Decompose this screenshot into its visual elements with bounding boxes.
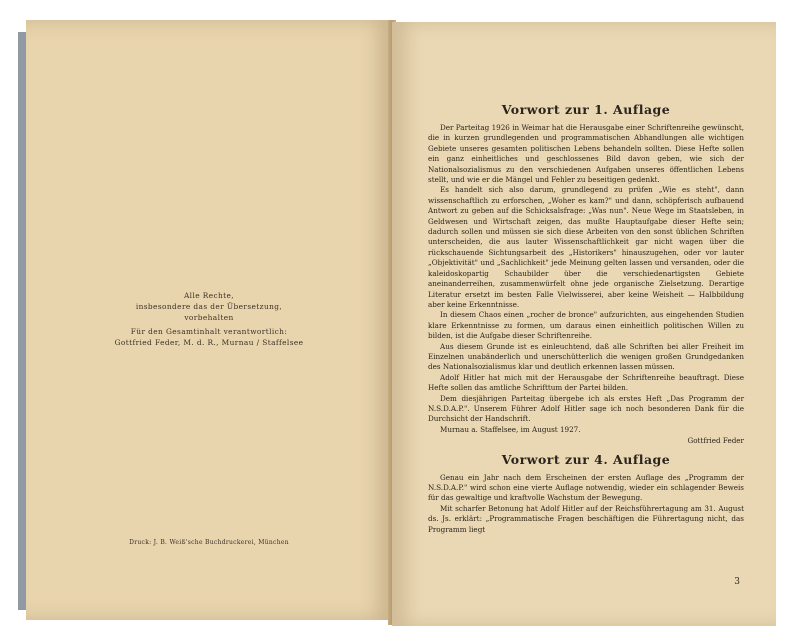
heading-first-edition: Vorwort zur 1. Auflage [501, 102, 671, 117]
paragraph: Der Parteitag 1926 in Weimar hat die Herausgabe einer Schriftenreihe gewünscht, die in kurzen grundlegenden und programmatischen Abhandlungen alle wichtigen Gebiete unseres gesamten politischen Lebens behandeln sollten. Diese Hefte sollen ein ganz einheitliches und geschlossenes Bild davon geben, wie sich der Nationalsozialismus zu den verschiedenen Aufgaben unseres öffentlichen Lebens stellt, und wie er die Mängel und Fehler zu beseitigen gedenkt. [428, 123, 744, 185]
imprint-line: vorbehalten [184, 313, 234, 322]
paragraph: Genau ein Jahr nach dem Erscheinen der ersten Auflage des „Programm der N.S.D.A.P." wird schon eine vierte Auflage notwendig, wieder ein schlagender Beweis für das gewaltige und kraftvolle Wachstum der Bewegung. [428, 472, 744, 503]
imprint-line: Gottfried Feder, M. d. R., Murnau / Staffelsee [114, 338, 304, 347]
paragraph: In diesem Chaos einen „rocher de bronce" aufzurichten, aus eingehenden Studien klare Erkenntnisse zu formen, um daraus einen einheitlich politischen Willen zu bilden, ist die Aufgabe dieser Schriftenreihe. [428, 310, 744, 341]
paragraph: Mit scharfer Betonung hat Adolf Hitler auf der Reichsführertagung am 31. August ds. Js. erklärt: „Programmatische Fragen beschäftigen die Führertagung nicht, das Programm liegt [428, 503, 744, 534]
imprint-block [26, 290, 392, 348]
paragraph: Adolf Hitler hat mich mit der Herausgabe der Schriftenreihe beauftragt. Diese Hefte sollen das amtliche Schrifttum der Partei bilden. [428, 372, 744, 393]
place-date: Murnau a. Staffelsee, im August 1927. [440, 424, 581, 434]
paragraph: Dem diesjährigen Parteitag übergebe ich als erstes Heft „Das Programm der N.S.D.A.P.". Unserem Führer Adolf Hitler sage ich noch besonderen Dank für die Durchsicht der Handschrift. [428, 393, 744, 424]
heading-fourth-edition: Vorwort zur 4. Auflage [501, 451, 671, 467]
printer-credit: Druck: J. B. Weiß'sche Buchdruckerei, München [129, 539, 289, 546]
right-page [392, 22, 776, 626]
signature: Gottfried Feder [687, 436, 744, 446]
imprint-line: insbesondere das der Übersetzung, [135, 302, 283, 311]
imprint-line: Für den Gesamtinhalt verantwortlich: [130, 327, 288, 336]
imprint-line: Alle Rechte, [183, 291, 235, 300]
preface-text [428, 102, 744, 535]
paragraph: Es handelt sich also darum, grundlegend zu prüfen „Wie es steht", dann wissenschaftlich zu erforschen, „Woher es kam?" und dann, schöpferisch aufbauend Antwort zu geben auf die Schicksalsfrage: „Was nun". Neue Wege im Staatsleben, in Geldwesen und Wirtschaft zeigen, das mußte Hauptaufgabe dieser Hefte sein; dadurch sollen und müssen sie sich diese Arbeiten von den sonst üblichen Schriften unterscheiden, die aus lauter Wissenschaftlichkeit gar nicht wagen über die rückschauende Sichtungsarbeit des „Historikers" hinauszugehen, oder vor lauter „Objektivität" und „Sachlichkeit" jede Meinung gelten lassen und versanden, oder die kaleidoskopartig Schaubilder über die verschiedenartigsten Gebiete aneinanderreihen, zusammenwürfelt ohne jede organische Zielsetzung. Derartige Literatur ersetzt im besten Falle Vielwisserei, aber keine Weisheit — Halbbildung aber keine Erkenntnisse. [428, 185, 744, 309]
left-page [26, 20, 392, 620]
page-number: 3 [734, 577, 740, 587]
paragraph: Aus diesem Grunde ist es einleuchtend, daß alle Schriften bei aller Freiheit im Einzelnen unabänderlich und unerschütterlich die wenigen großen Grundgedanken des Nationalsozialismus klar und deutlich erkennen lassen müssen. [428, 341, 744, 372]
